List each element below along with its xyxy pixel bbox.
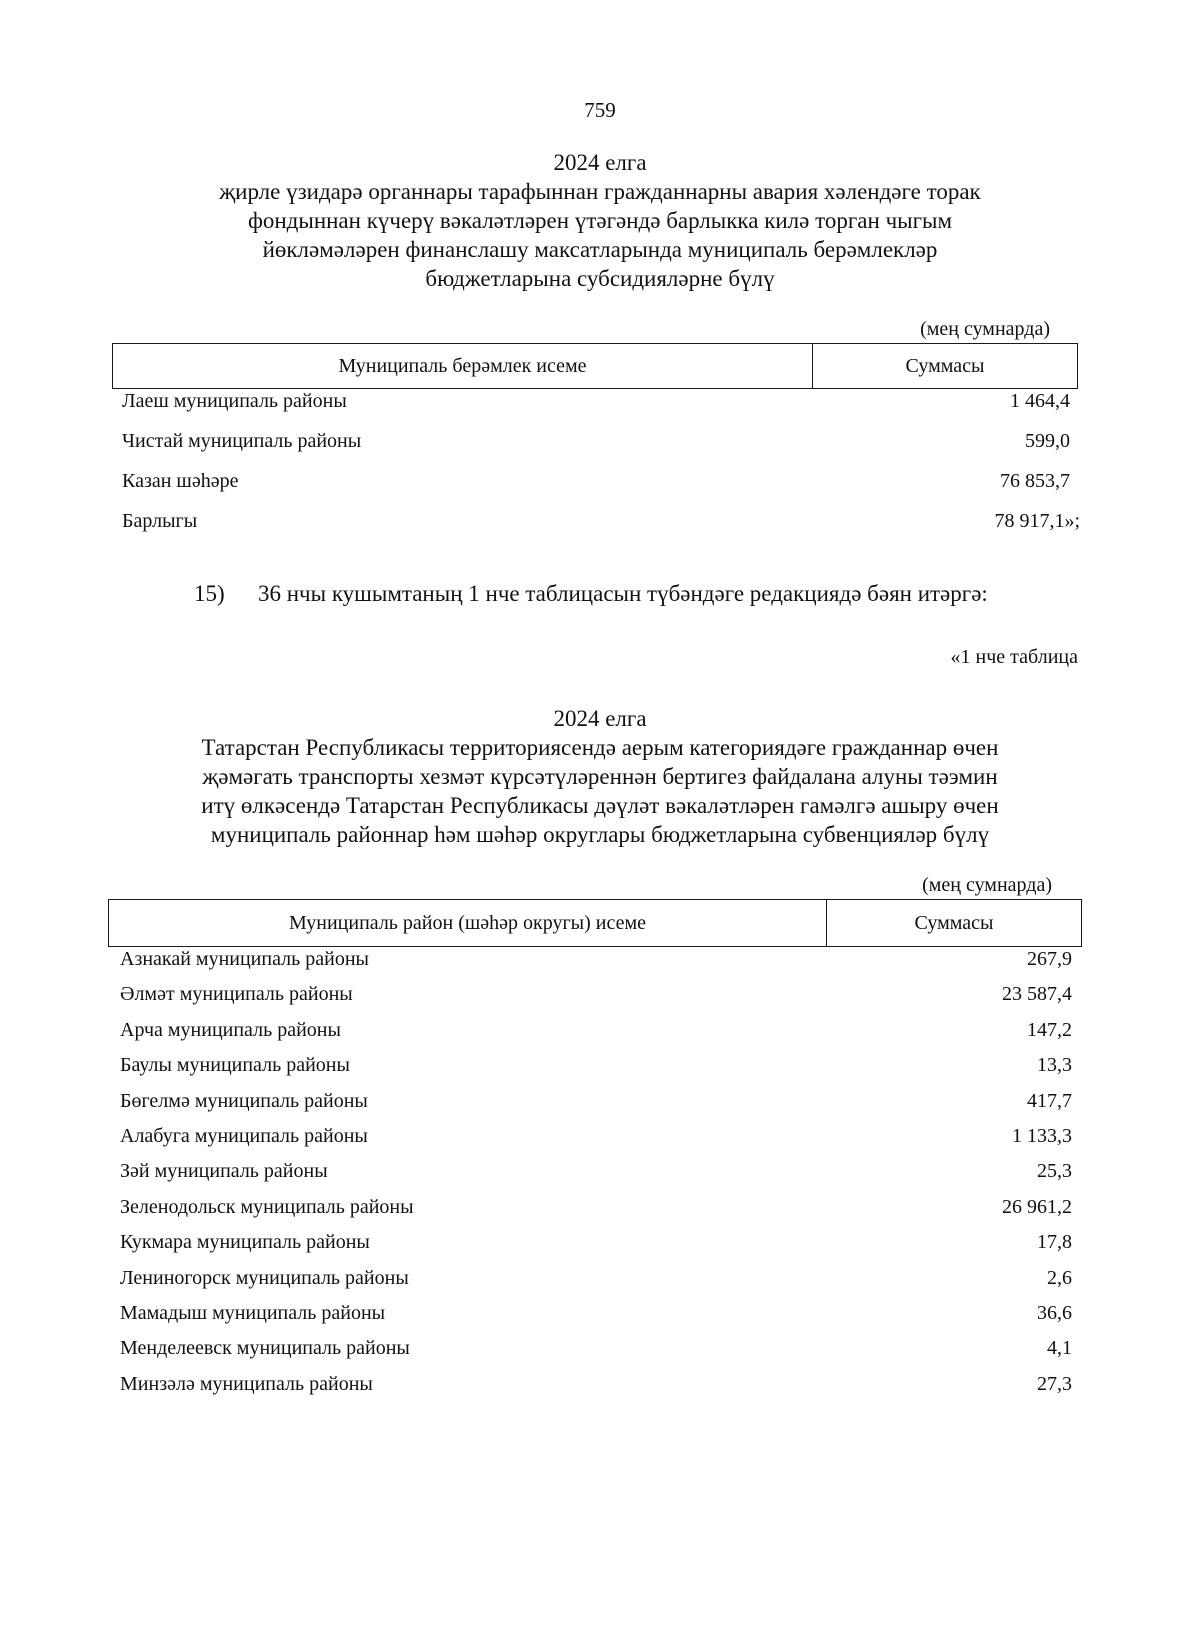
section1-header-amount: Суммасы xyxy=(905,354,985,377)
row-name: Минзәлә муниципаль районы xyxy=(120,1372,373,1395)
table-row xyxy=(120,1054,1072,1089)
row-name: Зәй муниципаль районы xyxy=(120,1160,328,1183)
row-name: Лениногорск муниципаль районы xyxy=(120,1266,409,1289)
row-name: Әлмәт муниципаль районы xyxy=(120,983,353,1006)
section1-year: 2024 елга xyxy=(553,150,647,175)
table-row xyxy=(120,1302,1072,1337)
row-amount: 4,1 xyxy=(1047,1337,1072,1360)
table-row xyxy=(122,470,1070,510)
table-row xyxy=(120,1337,1072,1372)
section1-header-name: Муниципаль берәмлек исеме xyxy=(113,344,813,388)
section1-table-header xyxy=(112,343,1078,389)
section1-title-line: бюджетларына субсидияләрне бүлү xyxy=(425,266,775,291)
section2-title-line: итү өлкәсендә Татарстан Республикасы дәүләт вәкаләтләрен гамәлгә ашыру өчен xyxy=(201,793,999,818)
table-row-total xyxy=(122,510,1080,550)
section2-heading xyxy=(80,704,1120,849)
row-name: Баулы муниципаль районы xyxy=(120,1054,350,1077)
row-name: Мамадыш муниципаль районы xyxy=(120,1301,386,1324)
row-name: Лаеш муниципаль районы xyxy=(122,390,347,412)
section1-title-line: йөкләмәләрен финанслашу максатларында муниципаль берәмлекләр xyxy=(262,237,938,262)
row-name: Арча муниципаль районы xyxy=(120,1018,341,1041)
row-amount: 1 133,3 xyxy=(1012,1124,1072,1147)
table-row xyxy=(120,1373,1072,1408)
section2-units: (мең сумнарда) xyxy=(922,874,1052,896)
section1-title-line: җирле үзидарә органнары тарафыннан гражданнарны авария хәлендәге торак xyxy=(219,179,981,204)
row-amount: 23 587,4 xyxy=(1002,983,1072,1006)
section2-table-body xyxy=(120,948,1072,1408)
row-name: Азнакай муниципаль районы xyxy=(120,948,369,970)
row-amount: 599,0 xyxy=(1025,430,1070,452)
row-name: Зеленодольск муниципаль районы xyxy=(120,1195,414,1218)
row-amount: 36,6 xyxy=(1037,1301,1072,1324)
section2-header-name: Муниципаль район (шәһәр округы) исеме xyxy=(109,900,827,946)
table-row xyxy=(120,1196,1072,1231)
row-amount: 27,3 xyxy=(1037,1372,1072,1395)
table-row xyxy=(120,1125,1072,1160)
section1-title-line: фондыннан күчерү вәкаләтләрен үтәгәндә барлыкка килә торган чыгым xyxy=(247,208,953,233)
row-name: Чистай муниципаль районы xyxy=(122,430,362,452)
paragraph-15 xyxy=(112,578,1080,609)
row-amount: 17,8 xyxy=(1037,1231,1072,1254)
row-amount: 1 464,4 xyxy=(1010,390,1070,412)
row-name: Бөгелмә муниципаль районы xyxy=(120,1089,368,1112)
table-reference: «1 нче таблица xyxy=(950,646,1078,668)
section2-title-line: муниципаль районнар һәм шәһәр округлары бюджетларына субвенцияләр бүлү xyxy=(210,822,990,847)
table-row xyxy=(122,430,1070,470)
section1-table-body xyxy=(122,390,1080,550)
section2-header-amount: Суммасы xyxy=(914,911,994,934)
row-amount: 267,9 xyxy=(1027,948,1072,970)
row-name: Барлыгы xyxy=(122,510,198,532)
row-amount: 13,3 xyxy=(1037,1054,1072,1077)
row-amount: 78 917,1»; xyxy=(994,510,1080,532)
table-row xyxy=(120,1231,1072,1266)
row-amount: 25,3 xyxy=(1037,1160,1072,1183)
table-row xyxy=(120,983,1072,1018)
row-amount: 147,2 xyxy=(1027,1018,1072,1041)
row-amount: 417,7 xyxy=(1027,1089,1072,1112)
row-amount: 2,6 xyxy=(1047,1266,1072,1289)
section1-heading xyxy=(80,148,1120,293)
table-row xyxy=(120,1267,1072,1302)
paragraph-number: 15) xyxy=(194,581,225,606)
page-number: 759 xyxy=(584,98,616,122)
table-row xyxy=(120,948,1072,983)
table-row xyxy=(122,390,1070,430)
row-amount: 26 961,2 xyxy=(1002,1195,1072,1218)
section2-table-header xyxy=(108,899,1082,947)
table-row xyxy=(120,1090,1072,1125)
section2-year: 2024 елга xyxy=(553,706,647,731)
paragraph-text: 36 нчы кушымтаның 1 нче таблицасын түбәндәге редакциядә бәян итәргә: xyxy=(258,581,988,606)
section1-units: (мең сумнарда) xyxy=(920,318,1050,340)
section2-title-line: Татарстан Республикасы территориясендә аерым категориядәге гражданнар өчен xyxy=(201,735,999,760)
section2-title-line: җәмәгать транспорты хезмәт күрсәтүләреннән бертигез файдалана алуны тәэмин xyxy=(202,764,998,789)
row-name: Алабуга муниципаль районы xyxy=(120,1124,368,1147)
row-name: Менделеевск муниципаль районы xyxy=(120,1337,410,1360)
row-name: Кукмара муниципаль районы xyxy=(120,1231,370,1254)
table-row xyxy=(120,1160,1072,1195)
table-row xyxy=(120,1019,1072,1054)
row-amount: 76 853,7 xyxy=(1000,470,1070,492)
row-name: Казан шәһәре xyxy=(122,470,239,492)
